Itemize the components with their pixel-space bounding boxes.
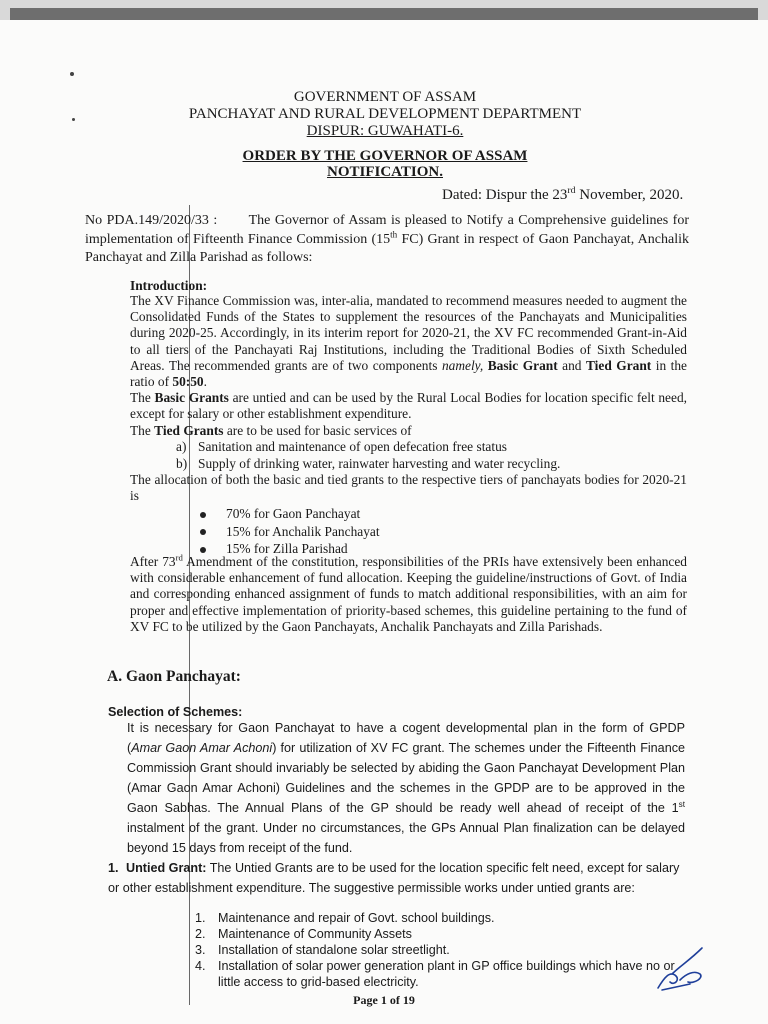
preamble-paragraph: No PDA.149/2020/33 : The Governor of Assam is pleased to Notify a Comprehensive guidelines for implementation of Fifteenth Finance Commission (15th FC) Grant in respect of Gaon Panchayat, Anchalik Panchayat and Zilla Parishad as follows:: [85, 213, 690, 265]
notification-title: NOTIFICATION.: [327, 164, 443, 180]
list-item: 4. Installation of solar power generation plant in GP office buildings which have no or little access to grid-based electricity.: [195, 959, 675, 989]
list-item: 2. Maintenance of Community Assets: [195, 927, 412, 941]
tied-grant-list: [176, 439, 676, 472]
list-item: a) Sanitation and maintenance of open defecation free status: [176, 439, 507, 454]
list-item: 15% for Anchalik Panchayat: [200, 523, 500, 541]
list-item: 1. Maintenance and repair of Govt. school buildings.: [195, 911, 495, 925]
introduction-heading: Introduction:: [130, 278, 208, 293]
list-item: b) Supply of drinking water, rainwater harvesting and water recycling.: [176, 456, 561, 472]
signature-mark: [650, 940, 710, 995]
bullet-icon: [200, 529, 206, 535]
order-title: ORDER BY THE GOVERNOR OF ASSAM: [242, 148, 528, 164]
amendment-paragraph: After 73rd Amendment of the constitution, responsibilities of the PRIs have extensively been enhanced with considerable enhancement of fund allocation. Keeping the guideline/instructions of Govt. of India and corresponding enhanced assignment of funds to match additional responsibilities, with an aim for proper and effective implementation of priority-based schemes, this guideline pertaining to the fund of XV FC to be utilized by the Gaon Panchayats, Anchalik Panchayats and Zilla Parishads.: [130, 552, 687, 634]
govt-name: GOVERNMENT OF ASSAM: [293, 89, 477, 105]
list-item: 15% for Zilla Parishad: [200, 540, 500, 558]
order-date: Dated: Dispur the 23rd November, 2020.: [442, 185, 684, 203]
allocation-paragraph: The allocation of both the basic and tied grants to the respective tiers of panchayats bodies for 2020-21 is: [130, 472, 687, 504]
page-number: Page 1 of 19: [353, 993, 415, 1007]
letterhead: [160, 89, 610, 140]
bullet-icon: [200, 512, 206, 518]
permissible-works-list: [195, 910, 685, 990]
introduction-paragraph: The XV Finance Commission was, inter-alia, mandated to recommend measures needed to augment the Consolidated Funds of the States to supplement the resources of the Panchayats and Municipalities during 2020-25. Accordingly, in its interim report for 2020-21, the XV FC recommended Grant-in-Aid to all tiers of the Panchayati Raj Institutions, including the Traditional Bodies of Sixth Scheduled Areas. The recommended grants are of two components namely, Basic Grant and Tied Grant in the ratio of 50:50.: [130, 293, 687, 390]
list-item: 70% for Gaon Panchayat: [200, 505, 500, 523]
list-item: 3. Installation of standalone solar streetlight.: [195, 943, 450, 957]
allocation-list: [200, 505, 500, 558]
scan-speck: [72, 118, 75, 121]
section-a-heading: A. Gaon Panchayat:: [107, 668, 241, 685]
department-address: DISPUR: GUWAHATI-6.: [306, 123, 464, 139]
basic-grant-paragraph: The Basic Grants are untied and can be used by the Rural Local Bodies for location specific felt need, except for salary or other establishment expenditure.: [130, 390, 687, 422]
reference-number: No PDA.149/2020/33 :: [85, 213, 218, 228]
untied-grant-paragraph: 1. Untied Grant: The Untied Grants are to be used for the location specific felt need, except for salary or other establishment expenditure. The suggestive permissible works under untied grants are:: [108, 861, 680, 895]
department-name: PANCHAYAT AND RURAL DEVELOPMENT DEPARTMENT: [188, 106, 582, 122]
selection-of-schemes-paragraph: It is necessary for Gaon Panchayat to have a cogent developmental plan in the form of GPDP (Amar Gaon Amar Achoni) for utilization of XV FC grant. The schemes under the Fifteenth Finance Commission Grant should invariably be selected by abiding the Gaon Panchayat Development Plan (Amar Gaon Amar Achoni) Guidelines and the schemes in the GPDP are to be approved in the Gaon Sabhas. The Annual Plans of the GP should be ready well ahead of receipt of the 1st instalment of the grant. Under no circumstances, the GPs Annual Plan finalization can be delayed beyond 15 days from receipt of the fund.: [127, 721, 685, 855]
selection-of-schemes-heading: Selection of Schemes:: [108, 705, 243, 719]
bullet-icon: [200, 547, 206, 553]
scan-speck: [70, 72, 74, 76]
tied-grant-paragraph: The Tied Grants are to be used for basic services of: [130, 423, 412, 438]
